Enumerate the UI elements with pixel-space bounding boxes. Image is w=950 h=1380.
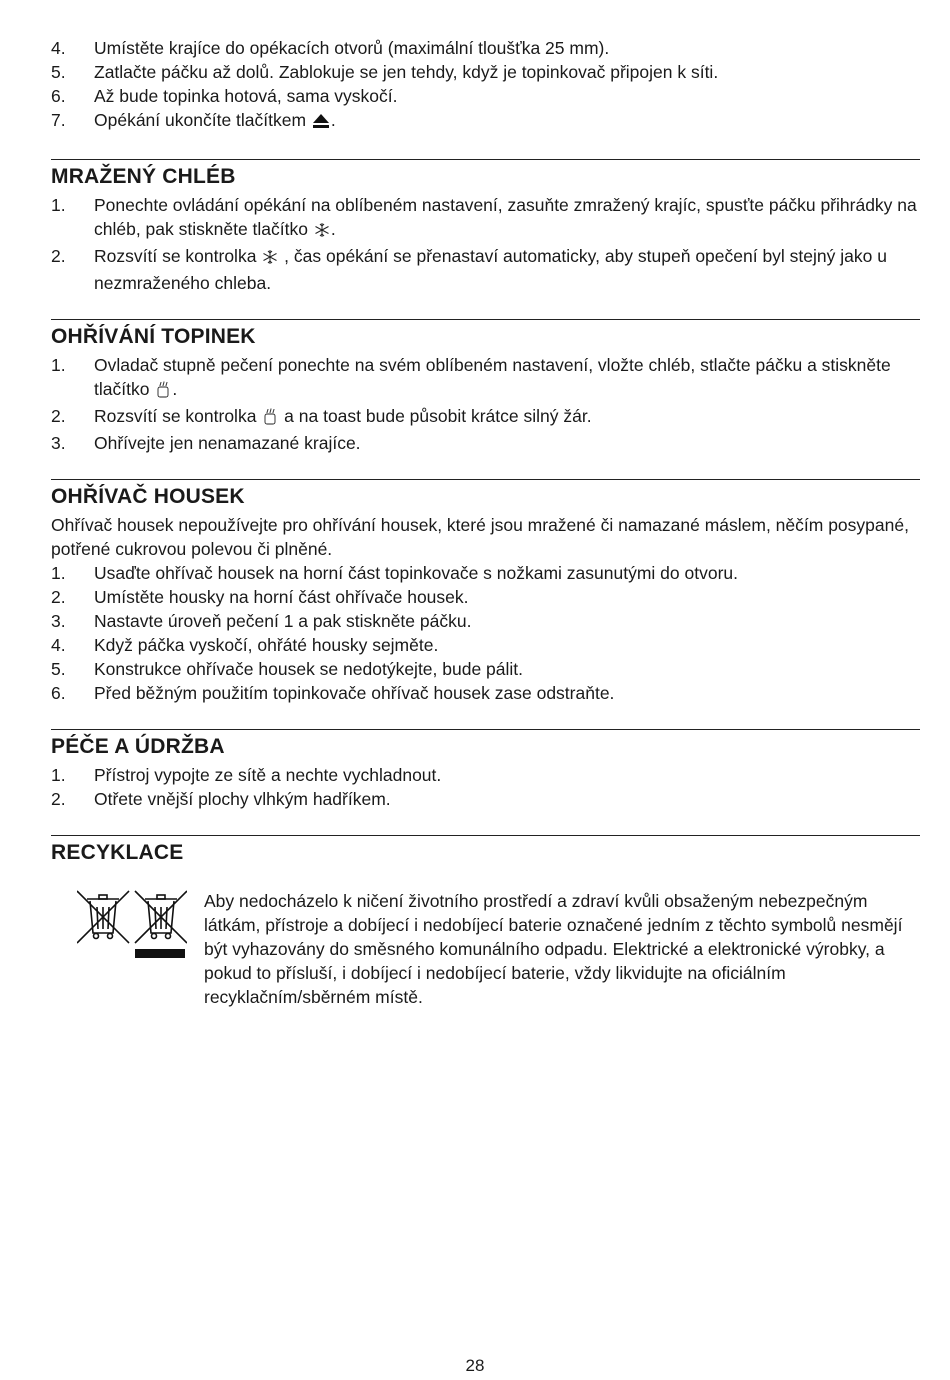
frozen-steps-list xyxy=(51,193,920,295)
crossed-bin-icon xyxy=(77,889,187,961)
list-item xyxy=(51,108,920,135)
list-item xyxy=(51,404,920,431)
step-text: Umístěte krajíce do opékacích otvorů (maximální tloušťka 25 mm). xyxy=(94,38,610,58)
step-number: 7. xyxy=(51,110,66,130)
care-steps-list xyxy=(51,763,920,811)
step-text-part: Rozsvítí se kontrolka xyxy=(94,246,262,266)
reheat-section xyxy=(51,319,920,455)
list-item xyxy=(51,60,920,84)
section-intro: Ohřívač housek nepoužívejte pro ohřívání housek, které jsou mražené či namazané máslem, něčím posypané, potřené cukrovou polevou či plněné. xyxy=(51,515,909,559)
step-text xyxy=(94,244,920,295)
step-number: 3. xyxy=(51,611,66,631)
reheat-steps-list xyxy=(51,353,920,455)
step-number: 4. xyxy=(51,635,66,655)
step-number: 6. xyxy=(51,683,66,703)
list-item xyxy=(51,763,920,787)
section-title: OHŘÍVÁNÍ TOPINEK xyxy=(51,325,256,348)
step-text: Ohřívejte jen nenamazané krajíce. xyxy=(94,433,361,453)
frozen-bread-section xyxy=(51,159,920,295)
bun-steps-list xyxy=(51,561,920,705)
step-text-part: , čas opékání se přenastaví automaticky, aby stupeň opečení byl stejný jako u nezmraženého chleba. xyxy=(94,246,887,293)
step-text xyxy=(94,353,920,404)
step-text: Přístroj vypojte ze sítě a nechte vychladnout. xyxy=(94,765,442,785)
step-text-part: Ponechte ovládání opékání na oblíbeném nastavení, zasuňte zmražený krajíc, spusťte páčku přihrádky na chléb, pak stiskněte tlačítko xyxy=(94,195,917,239)
step-text: Zatlačte páčku až dolů. Zablokuje se jen tehdy, když je topinkovač připojen k síti. xyxy=(94,62,719,82)
list-item xyxy=(51,657,920,681)
list-item xyxy=(51,244,920,295)
section-title: RECYKLACE xyxy=(51,841,184,864)
step-text xyxy=(94,404,920,431)
intro-steps-list xyxy=(51,36,920,135)
step-text: Umístěte housky na horní část ohřívače housek. xyxy=(94,587,469,607)
list-item xyxy=(51,585,920,609)
step-text-part: a na toast bude působit krátce silný žár. xyxy=(279,406,592,426)
crossed-bin-bar-icon xyxy=(135,891,187,943)
section-title: OHŘÍVAČ HOUSEK xyxy=(51,485,245,508)
step-number: 2. xyxy=(51,789,66,809)
list-item xyxy=(51,609,920,633)
step-text-part: Rozsvítí se kontrolka xyxy=(94,406,262,426)
reheat-icon xyxy=(262,407,278,431)
snowflake-icon xyxy=(262,247,278,271)
care-section xyxy=(51,729,920,811)
eject-icon xyxy=(312,111,330,135)
step-number: 2. xyxy=(51,246,66,266)
step-number: 2. xyxy=(51,406,66,426)
step-number: 1. xyxy=(51,355,66,375)
list-item xyxy=(51,561,920,585)
step-number: 4. xyxy=(51,38,66,58)
step-text: Konstrukce ohřívače housek se nedotýkejte, bude pálit. xyxy=(94,659,524,679)
bun-warmer-section xyxy=(51,479,920,705)
step-number: 3. xyxy=(51,433,66,453)
list-item xyxy=(51,431,920,455)
manual-page xyxy=(51,36,920,1009)
list-item xyxy=(51,36,920,60)
reheat-icon xyxy=(155,380,171,404)
step-text: Když páčka vyskočí, ohřáté housky sejměte. xyxy=(94,635,439,655)
list-item xyxy=(51,633,920,657)
step-text-part: Opékání ukončíte tlačítkem xyxy=(94,110,311,130)
list-item xyxy=(51,193,920,244)
step-text: Nastavte úroveň pečení 1 a pak stiskněte páčku. xyxy=(94,611,472,631)
step-number: 5. xyxy=(51,62,66,82)
step-text-part: . xyxy=(172,379,178,399)
step-number: 1. xyxy=(51,563,66,583)
step-number: 2. xyxy=(51,587,66,607)
recycling-symbols xyxy=(51,889,204,1009)
step-text: Otřete vnější plochy vlhkým hadříkem. xyxy=(94,789,391,809)
list-item xyxy=(51,353,920,404)
page-number: 28 xyxy=(465,1356,485,1375)
step-text: Před běžným použitím topinkovače ohřívač housek zase odstraňte. xyxy=(94,683,615,703)
step-text: Usaďte ohřívač housek na horní část topinkovače s nožkami zasunutými do otvoru. xyxy=(94,563,739,583)
recycling-row xyxy=(51,889,920,1009)
step-text-part: Ovladač stupně pečení ponechte na svém oblíbeném nastavení, vložte chléb, stlačte páčku a stiskněte tlačítko xyxy=(94,355,891,399)
step-number: 1. xyxy=(51,195,66,215)
step-number: 1. xyxy=(51,765,66,785)
recycling-section xyxy=(51,835,920,1009)
step-text-part: . xyxy=(330,219,336,239)
snowflake-icon xyxy=(314,220,330,244)
list-item xyxy=(51,681,920,705)
list-item xyxy=(51,84,920,108)
step-number: 6. xyxy=(51,86,66,106)
recycling-text: Aby nedocházelo k ničení životního prostředí a zdraví kvůli obsaženým nebezpečným látkám, přístroje a dobíjecí i nedobíjecí baterie označené jedním z těchto symbolů nesmějí být vyhazovány do směsného komunálního odpadu. Elektrické a elektronické výrobky, a pokud to přísluší, i dobíjecí i nedobíjecí baterie, vždy likvidujte na oficiálním recyklačním/sběrném místě. xyxy=(204,891,903,1007)
step-text: Až bude topinka hotová, sama vyskočí. xyxy=(94,86,398,106)
list-item xyxy=(51,787,920,811)
section-title: MRAŽENÝ CHLÉB xyxy=(51,165,236,188)
step-text xyxy=(94,108,920,135)
step-text xyxy=(94,193,920,244)
step-text-part: . xyxy=(330,110,336,130)
step-number: 5. xyxy=(51,659,66,679)
section-title: PÉČE A ÚDRŽBA xyxy=(51,735,225,758)
